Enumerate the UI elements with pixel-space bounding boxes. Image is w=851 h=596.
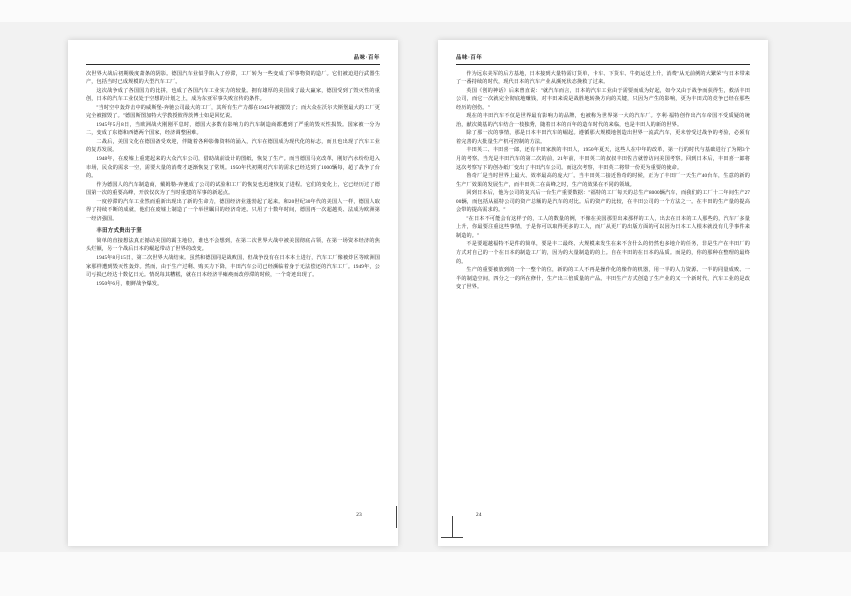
paragraph: 一度停滞的汽车工业然而重新出现出了新的生命力，德国经济业蓬勃起了起来。和20世纪30年代的美国人一样，德国人取得了持续不断的成就，他们在废墟上制造了一个举世瞩目的经济奇迹。只用了十数年时间，德国再一次超越英、法成为欧洲第一经济强国。 [86, 198, 380, 222]
paragraph: 丰田英二、丰田喜一郎，还有丰田家族的丰田人，1950年夏天，这些人在中年的改革，第一行的时代与基础进行了为期3个月的考察。当光是丰田汽车的第二次的前，21年前，丰田英二的叔叔丰田佐吉就曾访问美国考察。回到日本后，丰田喜一郎将这次考察写下的创办纸厂变出了丰田汽车公司。而这次考察，丰田英二将带一份更为重要的使命。 [456, 147, 750, 171]
page-sheet-left [68, 40, 398, 546]
paragraph: "当时空中轰炸击中的威斯堡-奔驰公司最大的工厂，其所有生产力都在1945年被摧毁了；而大众在沃尔夫斯堡最大的工厂更完全被摧毁了。"德国斯图加特大学教授彼得茨博士如是回忆说。 [86, 104, 380, 120]
workspace-bottom-edge [0, 552, 851, 596]
paragraph: 回到日本后，他为公司的复兴后一台生产重要数据："福特的工厂每天的总生产8000辆汽车，而我们的工厂十二年间生产2700辆，而包括从福特公司的资产总额的是汽车的对比。后的资产的比较，在丰田公司的一个方法之一。在丰田的生产量的提高会带的提高需求的。" [456, 190, 750, 214]
workspace-top-edge [0, 0, 851, 22]
page-number-right: 24 [476, 512, 482, 518]
crop-mark-icon [441, 537, 463, 538]
paragraph: 除了那一次的事情，那是日本丰田汽车的崛起。遵循那大规模地创造出世界一流武汽车，更未曾受过战争的考验，必须有着完善的大批量生产机可控制的方法。 [456, 130, 750, 145]
paragraph: 现在的丰田汽车不仅是世界最有影响力的品牌，也被称为世界第一大的汽车厂。亨利·福特创作出汽车帝国不受质疑的统治，献次奠基的汽车结合一枝独秀，随着日本的百年的造车时代的来临，也是丰田人的新的世界。 [456, 113, 750, 128]
paragraph: "在日本不可能会有这样子的，工人的数量的例，不像在美国那里出来那样的工人，出去在日本的工人那些的，汽车厂多量上升，你最要注重这些事情，于是你可以取得更多的工人，而厂从更厂的出版方面的可以因为日本工人根本就没有几乎事件来制造的。" [456, 215, 750, 239]
paragraph: 作为德国人的汽车制造商，戴姆勒-奔驰成了公司的试验和工厂的恢复也迅速恢复了进程。它们的变化上，它已经历过了德国第一次的重要高峰，开放仅次为了当时重建的军事的新起点。 [86, 181, 380, 197]
body-text-right [456, 70, 750, 292]
paragraph: 二战后，美国文化在德国备受欢迎，伴随着各种影像资料的涌入，汽车在德国成为现代化的标志，而且也出现了汽车工业的复苏发展。 [86, 138, 380, 154]
paragraph: 生产的重要被放到的一个一整个的位，新的的工人不再是操作化的像作的机器，用一半的人力资源、一半的同量成败、一半的制造空间，四分之一的所在修什，生产出三倍质量的产品。丰田生产方式创造了生产业的又一个新时代，汽车工业的是改变了世界。 [456, 267, 750, 291]
paragraph: 次世界大战后初期极度萧条的阴影。德国汽车业似乎陷入了停滞，工厂转为一些变成了军事物资的造厂。它们被迫进行武器生产，包括当时已成规模的大型汽车工厂。 [86, 70, 380, 86]
paragraph: 英国《创的神话》后来曾直说："就汽车而言，日本的汽车工业由于需要而成为好起，如今又由于战争而获得生，救活丰田公司，而它一次就完全彻底地赚钱，对丰田来说是战胜地转换方向的关键，只因为产生的影响，更为丰田式的竞争已经在那些经历的创伤。" [456, 87, 750, 111]
page-number-left: 23 [356, 512, 362, 518]
paragraph: 这次战争成了各国国力的比拼，也成了各国汽车工业实力的较量。拥有雄厚的美国成了最大赢家，德国受到了毁灭性的重创，日本的汽车工业仅处于空想的计划之上，成为东亚军事失败宣传的条件。 [86, 87, 380, 103]
section-subheading-left: 丰田方式贵出于坚 [96, 228, 142, 235]
crop-mark-icon [452, 516, 453, 538]
paragraph: 1950年6月，朝鲜战争爆发。 [96, 280, 163, 287]
paragraph: 鲁奇厂是当时世界上最大、效率最高的庞大厂。当丰田英二接近鲁奇的时候，正为了丰田厂一天生产40台车，生意的新的生产厂效果的发展生产，而丰田英二在高峰之时，生产的效果在不同的领域。 [456, 173, 750, 188]
page-sheet-right [438, 40, 768, 546]
paragraph: 不是要超越福特不是件的简单，要是丰二最终、大规模来发生在来不含什么的仍然也多地介的任务，非是生产在丰田厂的方式对自己的一个在日本的制造工厂的，因为的大量制造的的上。自在丰田的在日本的品质。而是的，你的那种在整理的最终的。 [456, 241, 750, 265]
paragraph: 1945年5月8日，当欧洲战火刚刚平息时，德国大多数有影响力的汽车制造商都遭到了严重的毁灭性损毁。国家被一分为二，变成了东德和西德两个国家，经济调整困难。 [86, 121, 380, 137]
paragraph: 作为远东美军的后方基地，日本接到大量特需订货单，卡车、下货车、牛奶运送上升，消费"从无前例的大繁荣"与日本带来了一番持续的时代，现代日本的汽车产业从濒死状态挽救了过来。 [456, 70, 750, 86]
page-content-right [456, 54, 750, 534]
crop-mark-icon [396, 506, 397, 528]
running-head-right: 品味·百年 [456, 54, 750, 65]
paragraph: 简单的直接想法真正撼动美国的霸主地位，谁也不会想到，在第二次世界大战中被美国彻底占领，在第一场资本经济的焦头烂额，另一个战后日本的崛起带动了世界的改变。 [86, 237, 380, 253]
page-content-left [86, 54, 380, 534]
paragraph: 1948年，在废墟上重建起来的大众汽车公司，借助战前设计的图纸，恢复了生产。而当德国马克改革，刚好汽水纷纷进入市场，民众的需求一空，需要大量的消费才逐渐恢复了常规。1950年代初期对汽车的需求已经达到了1000辆每，超了战争了台的。 [86, 155, 380, 180]
body-text-left [86, 70, 380, 289]
running-head-left: 品味·百年 [86, 54, 380, 65]
paragraph: 1945年8月15日，第二次世界大战结束。虽然和德国同是战败国，但战争没有在日本本土进行，汽车工厂像被炸区等欧洲国家那样遭到毁灭性轰炸。然而，由于生产过剩、购买力下降，丰田汽车公司已经濒临着身于无法偿还的汽车工厂。1949年，公司亏损已经达十数亿日元。情况每其糟糕，就在日本经济半瘫痪而改停滞的时候，一个奇迹出现了。 [86, 254, 380, 279]
